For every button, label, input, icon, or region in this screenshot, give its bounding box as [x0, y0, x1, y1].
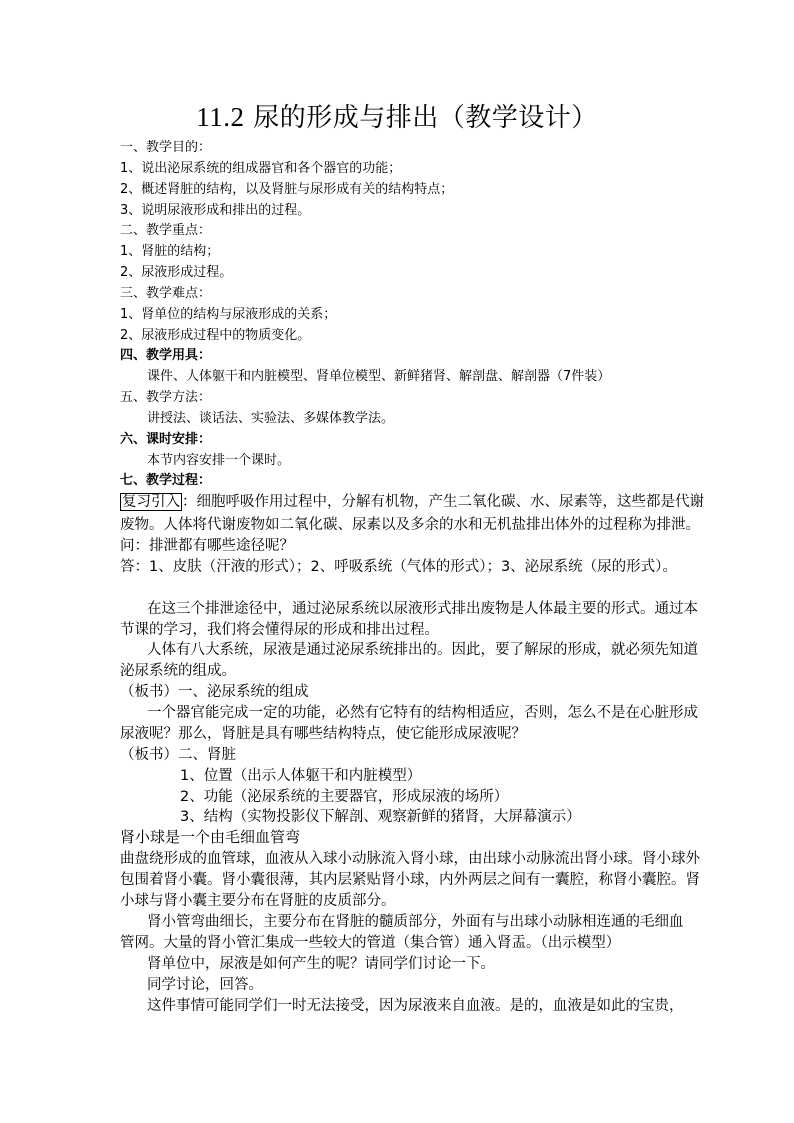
board-heading: （板书）二、肾脏	[120, 747, 236, 763]
key-point-item: 1、肾脏的结构；	[120, 244, 220, 259]
key-point-item: 2、尿液形成过程。	[120, 265, 233, 280]
title-text: 尿的形成与排出（教学设计）	[253, 103, 598, 133]
paragraph-line: 包围着肾小囊。肾小囊很薄，其内层紧贴肾小球，内外两层之间有一囊腔，称肾小囊腔。肾	[120, 872, 700, 888]
tools-text: 课件、人体躯干和内脏模型、肾单位模型、新鲜猪肾、解剖盘、解剖器（7件装）	[147, 369, 611, 384]
paragraph-line: 小球与肾小囊主要分布在肾脏的皮质部分。	[120, 893, 396, 909]
review-text: ：细胞呼吸作用过程中，分解有机物，产生二氧化碳、水、尿素等，这些都是代谢	[182, 494, 704, 510]
schedule-text: 本节内容安排一个课时。	[147, 453, 291, 468]
paragraph-line: 尿液呢？那么，肾脏是具有哪些结构特点，使它能形成尿液呢？	[120, 726, 526, 742]
section-heading-difficulties: 三、教学难点：	[120, 286, 212, 301]
paragraph-line: 人体有八大系统，尿液是通过泌尿系统排出的。因此，要了解尿的形成，就必须先知道	[147, 642, 698, 658]
goal-item: 1、说出泌尿系统的组成器官和各个器官的功能；	[120, 161, 402, 176]
section-heading-methods: 五、教学方法：	[120, 390, 212, 405]
paragraph-line: 在这三个排泄途径中，通过泌尿系统以尿液形式排出废物是人体最主要的形式。通过本	[147, 601, 698, 617]
paragraph-line: 这件事情可能同学们一时无法接受，因为尿液来自血液。是的，血液是如此的宝贵，	[147, 998, 684, 1014]
paragraph-line: 一个器官能完成一定的功能，必然有它特有的结构相适应，否则，怎么不是在心脏形成	[147, 705, 698, 721]
answer-line: 答：1、皮肤（汗液的形式）；2、呼吸系统（气体的形式）；3、泌尿系统（尿的形式）。	[120, 559, 677, 575]
review-label: 复习引入	[122, 494, 180, 510]
paragraph-line: 同学讨论，回答。	[147, 977, 263, 993]
review-paragraph-line	[120, 492, 704, 512]
section-heading-key-points: 二、教学重点：	[120, 223, 212, 238]
section-heading-tools: 四、教学用具：	[120, 348, 212, 363]
section-heading-goals: 一、教学目的：	[120, 140, 212, 155]
methods-text: 讲授法、谈话法、实验法、多媒体教学法。	[147, 411, 395, 426]
paragraph-line: 泌尿系统的组成。	[120, 663, 236, 679]
kidney-item: 3、结构（实物投影仪下解剖、观察新鲜的猪肾，大屏幕演示）	[180, 809, 581, 825]
section-heading-schedule: 六、课时安排：	[120, 432, 212, 447]
paragraph-line: 节课的学习，我们将会懂得尿的形成和排出过程。	[120, 622, 439, 638]
question-line: 问：排泄都有哪些途径呢？	[120, 538, 294, 554]
review-paragraph-line: 废物。人体将代谢废物如二氧化碳、尿素以及多余的水和无机盐排出体外的过程称为排泄。	[120, 517, 700, 533]
glomerulus-heading: 肾小球是一个由毛细血管弯	[120, 828, 301, 846]
difficulty-item: 1、肾单位的结构与尿液形成的关系；	[120, 307, 337, 322]
kidney-item: 1、位置（出示人体躯干和内脏模型）	[180, 768, 422, 784]
kidney-item: 2、功能（泌尿系统的主要器官，形成尿液的场所）	[180, 789, 509, 805]
paragraph-line: 曲盘绕形成的血管球，血液从入球小动脉流入肾小球，由出球小动脉流出肾小球。肾小球外	[120, 851, 700, 867]
difficulty-item: 2、尿液形成过程中的物质变化。	[120, 328, 311, 343]
goal-item: 2、概述肾脏的结构，以及肾脏与尿形成有关的结构特点；	[120, 182, 454, 197]
page-title	[120, 99, 674, 136]
paragraph-line: 管网。大量的肾小管汇集成一些较大的管道（集合管）通入肾盂。（出示模型）	[120, 935, 621, 951]
goal-item: 3、说明尿液形成和排出的过程。	[120, 203, 311, 218]
board-heading: （板书）一、泌尿系统的组成	[120, 684, 309, 700]
paragraph-line: 肾小管弯曲细长，主要分布在肾脏的髓质部分，外面有与出球小动脉相连通的毛细血	[147, 914, 684, 930]
paragraph-line: 肾单位中，尿液是如何产生的呢？请同学们讨论一下。	[147, 956, 495, 972]
title-number: 11.2	[196, 102, 245, 132]
section-heading-process: 七、教学过程：	[120, 473, 212, 488]
